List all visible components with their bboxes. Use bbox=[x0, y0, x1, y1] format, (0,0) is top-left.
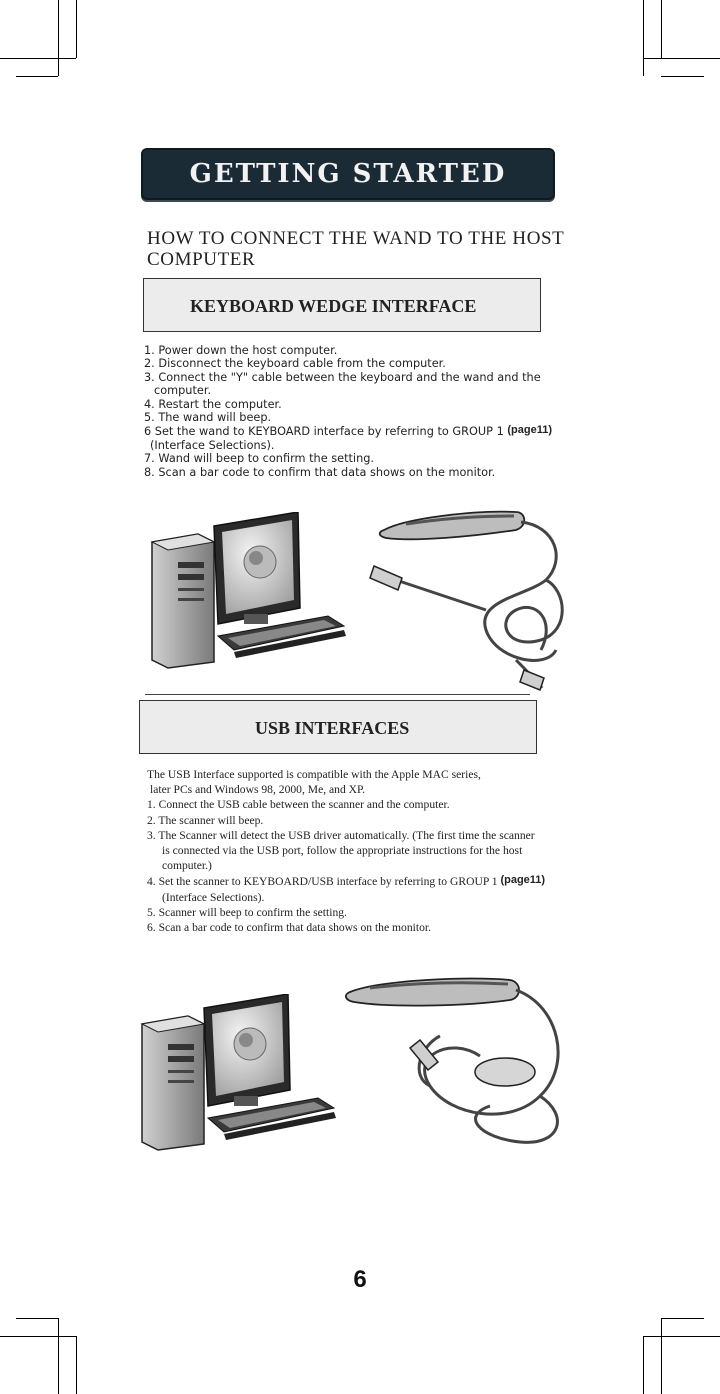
list-item: 5. The wand will beep. bbox=[144, 411, 272, 425]
list-item: 4. Restart the computer. bbox=[144, 397, 282, 411]
list-item: 1. Power down the host computer. bbox=[144, 344, 338, 357]
list-item: 3. Connect the "Y" cable between the keyboard and the wand and the bbox=[144, 370, 541, 384]
usb-header-box bbox=[139, 700, 537, 754]
keyboard-wedge-header-box bbox=[143, 278, 541, 332]
barcode-wand-usb-icon bbox=[340, 966, 590, 1156]
section-heading-line2: COMPUTER bbox=[147, 249, 256, 270]
list-item: 2. Disconnect the keyboard cable from the computer. bbox=[144, 357, 446, 371]
list-item-text: 6 Set the wand to KEYBOARD interface by referring to GROUP 1 bbox=[144, 425, 504, 439]
title-banner bbox=[141, 148, 555, 200]
list-item bbox=[147, 873, 597, 889]
list-item: 5. Scanner will beep to confirm the setting. bbox=[147, 905, 347, 919]
page-title: GETTING STARTED bbox=[189, 159, 507, 189]
section-heading-line1: HOW TO CONNECT THE WAND TO THE HOST bbox=[147, 228, 565, 249]
list-item: later PCs and Windows 98, 2000, Me, and XP. bbox=[150, 783, 366, 797]
list-item: 3. The Scanner will detect the USB driver automatically. (The first time the scanner bbox=[147, 828, 535, 842]
list-item: 7. Wand will beep to confirm the setting. bbox=[144, 452, 374, 466]
desktop-computer-icon bbox=[138, 994, 338, 1154]
usb-instructions bbox=[147, 767, 597, 935]
list-item: computer. bbox=[154, 384, 212, 398]
desktop-computer-icon bbox=[148, 512, 348, 672]
keyboard-wedge-title: KEYBOARD WEDGE INTERFACE bbox=[190, 296, 477, 316]
list-item: computer.) bbox=[162, 859, 212, 873]
list-item: 8. Scan a bar code to confirm that data shows on the monitor. bbox=[144, 465, 496, 479]
list-item: is connected via the USB port, follow the appropriate instructions for the host bbox=[162, 844, 523, 858]
list-item bbox=[144, 424, 614, 438]
barcode-wand-ps2-icon bbox=[366, 500, 586, 692]
page-reference: (page11) bbox=[500, 874, 546, 887]
usb-title: USB INTERFACES bbox=[255, 718, 410, 738]
page-number: 6 bbox=[353, 1266, 367, 1293]
list-item: 1. Connect the USB cable between the scanner and the computer. bbox=[147, 798, 450, 812]
list-item: (Interface Selections). bbox=[150, 438, 275, 452]
section-divider bbox=[145, 694, 530, 695]
list-item: 6. Scan a bar code to confirm that data shows on the monitor. bbox=[147, 921, 431, 935]
keyboard-wedge-steps bbox=[144, 344, 614, 479]
list-item: (Interface Selections). bbox=[162, 890, 265, 904]
list-item: 2. The scanner will beep. bbox=[147, 813, 264, 827]
list-item: The USB Interface supported is compatible with the Apple MAC series, bbox=[147, 768, 481, 781]
section-heading bbox=[147, 228, 577, 270]
page-reference: (page11) bbox=[507, 424, 552, 437]
list-item-text: 4. Set the scanner to KEYBOARD/USB interface by referring to GROUP 1 bbox=[147, 875, 498, 889]
